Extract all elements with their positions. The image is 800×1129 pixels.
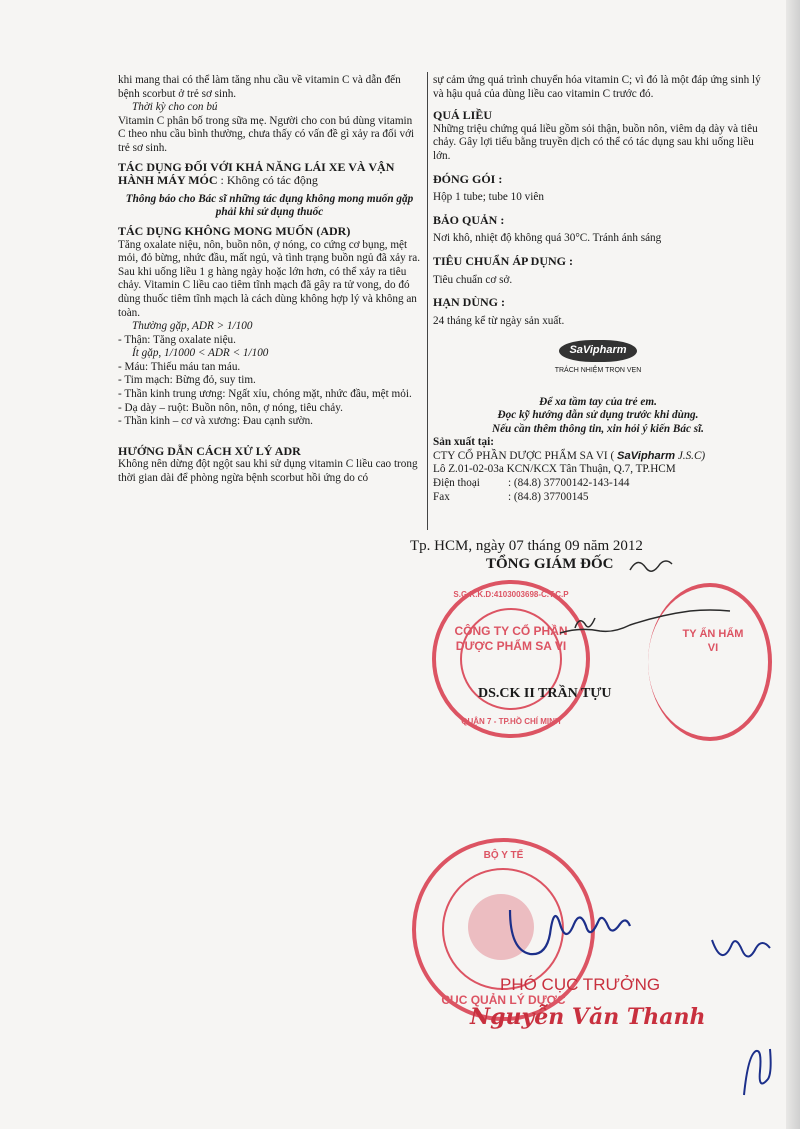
adr-item: - Thần kinh trung ương: Ngất xỉu, chóng mặt, nhức đầu, mệt mỏi. <box>118 388 412 401</box>
adr-item: - Thần kinh – cơ và xương: Đau cạnh sườn. <box>118 415 313 428</box>
fax-value: : (84.8) 37700145 <box>508 490 589 503</box>
company-name-text: CTY CỔ PHẦN DƯỢC PHẨM SA VI ( <box>433 449 615 462</box>
initials-mark <box>706 930 776 970</box>
logo-tagline: TRÁCH NHIỆM TRỌN VẸN <box>554 366 642 374</box>
seal-ring-text: BỘ Y TẾ <box>483 850 524 861</box>
subheading-lactation: Thời kỳ cho con bú <box>132 101 218 114</box>
paragraph: Vitamin C phân bố trong sữa mẹ. Người cho con bú dùng vitamin C theo nhu cầu bình thường, chưa thấy có vấn đề gì xảy ra đối với trẻ sơ sinh. <box>118 114 415 154</box>
director-title: TỔNG GIÁM ĐỐC <box>486 556 614 572</box>
expiry-value: 24 tháng kể từ ngày sản xuất. <box>433 314 565 327</box>
logo-mark: SaVipharm <box>559 340 636 362</box>
seal-partial-text: TY ẨN HẨM VI <box>682 628 744 654</box>
heading-standard: TIÊU CHUẨN ÁP DỤNG : <box>433 253 574 268</box>
heading-handling: HƯỚNG DẪN CÁCH XỬ LÝ ADR <box>118 443 301 458</box>
driving-value: : Không có tác động <box>220 173 318 188</box>
warning-line: Đọc kỹ hướng dẫn sử dụng trước khi dùng. <box>497 409 699 422</box>
adr-item: - Dạ dày – ruột: Buồn nôn, nôn, ợ nóng, tiêu chảy. <box>118 401 343 414</box>
company-tail: J.S.C) <box>677 449 706 462</box>
seal-center-text: CÔNG TY CỔ PHẦN DƯỢC PHẨM SA VI <box>454 624 568 653</box>
freq-rare: Ít gặp, 1/1000 < ADR < 1/100 <box>132 347 269 360</box>
company-name <box>433 450 763 464</box>
director-signature <box>520 548 740 648</box>
notice-doctor: Thông báo cho Bác sĩ những tác dụng không mong muốn gặp phải khi sử dụng thuốc <box>125 192 414 219</box>
heading-adr: TÁC DỤNG KHÔNG MONG MUỐN (ADR) <box>118 223 351 238</box>
deputy-name: Nguyễn Văn Thanh <box>470 1004 706 1030</box>
warnings <box>433 396 763 437</box>
heading-driving-title: TÁC DỤNG ĐỐI VỚI KHẢ NĂNG LÁI XE VÀ VẬN HÀNH MÁY MÓC <box>118 159 395 188</box>
initials-mark <box>736 1040 776 1100</box>
seal-ring-text: S.G.K.K.D:4103003698-C.T.C.P <box>453 590 569 599</box>
paragraph: Không nên dừng đột ngột sau khi sử dụng vitamin C liều cao trong thời gian dài để phòng ngừa bệnh scorbut hồi ứng do có <box>118 458 418 485</box>
heading-expiry: HẠN DÙNG : <box>433 295 505 310</box>
freq-common: Thường gặp, ADR > 1/100 <box>132 320 253 333</box>
warning-line: Nếu cần thêm thông tin, xin hỏi ý kiến Bác sĩ. <box>492 422 704 435</box>
left-column <box>118 74 421 486</box>
adr-item: - Tim mạch: Bừng đỏ, suy tim. <box>118 374 256 387</box>
adr-item: - Máu: Thiếu máu tan máu. <box>118 360 241 373</box>
paragraph: Tăng oxalate niệu, nôn, buồn nôn, ợ nóng, co cứng cơ bụng, mệt mỏi, đỏ bừng, nhức đầu, mất ngủ, và tình trạng buồn ngủ đã xảy ra. Sau khi uống liều 1 g hàng ngày hoặc lớn hơn, có thể xảy ra tiêu chảy. Vitamin C liều cao tiêm tĩnh mạch đã gây ra tử vong, do đó dùng thuốc tiêm tĩnh mạch là cách dùng không hợp lý và không an toàn. <box>118 238 421 319</box>
fax-label: Fax <box>433 490 450 503</box>
director-name: DS.CK II TRẦN TỰU <box>478 686 612 701</box>
contact-table <box>433 477 630 504</box>
heading-driving <box>118 161 421 188</box>
phone-value: : (84.8) 37700142-143-144 <box>508 477 630 490</box>
deputy-signature <box>500 880 640 970</box>
company-address: Lô Z.01-02-03a KCN/KCX Tân Thuận, Q.7, TP.HCM <box>433 463 676 476</box>
heading-overdose: QUÁ LIỀU <box>433 108 493 123</box>
paragraph: Những triệu chứng quá liều gồm sỏi thận, buồn nôn, viêm dạ dày và tiêu chảy. Gây lợi tiểu bằng truyền dịch có thể có tác dụng sau khi uống liều lớn. <box>433 122 758 162</box>
company-logo <box>433 340 763 377</box>
standard-value: Tiêu chuẩn cơ sở. <box>433 273 513 286</box>
manufacturer-heading: Sản xuất tại: <box>433 436 494 449</box>
company-brand: SaVipharm <box>616 449 676 462</box>
adr-item: - Thận: Tăng oxalate niệu. <box>118 333 236 346</box>
phone-label: Điện thoại <box>433 477 480 490</box>
paragraph: khi mang thai có thể làm tăng nhu cầu về vitamin C và dẫn đến bệnh scorbut ở trẻ sơ sinh. <box>118 74 401 100</box>
page-edge-shadow <box>786 0 800 1129</box>
seal-bottom-text: CỤC QUẢN LÝ DƯỢC <box>441 993 566 1007</box>
paragraph: sự cảm ứng quá trình chuyển hóa vitamin C; vì đó là một đáp ứng sinh lý và hậu quả của dùng liều cao vitamin C trước đó. <box>433 74 761 100</box>
warning-line: Để xa tầm tay của trẻ em. <box>539 395 657 408</box>
heading-storage: BẢO QUẢN : <box>433 212 505 227</box>
storage-value: Nơi khô, nhiệt độ không quá 30°C. Tránh ánh sáng <box>433 232 662 245</box>
column-divider <box>427 72 428 530</box>
right-column <box>433 74 763 504</box>
seal-bottom-text: QUẬN 7 - TP.HỒ CHÍ MINH <box>461 717 561 726</box>
heading-pack: ĐÓNG GÓI : <box>433 171 503 186</box>
pack-value: Hộp 1 tube; tube 10 viên <box>433 191 544 204</box>
issue-date: Tp. HCM, ngày 07 tháng 09 năm 2012 <box>410 538 643 554</box>
deputy-title: PHÓ CỤC TRƯỞNG <box>500 975 661 994</box>
